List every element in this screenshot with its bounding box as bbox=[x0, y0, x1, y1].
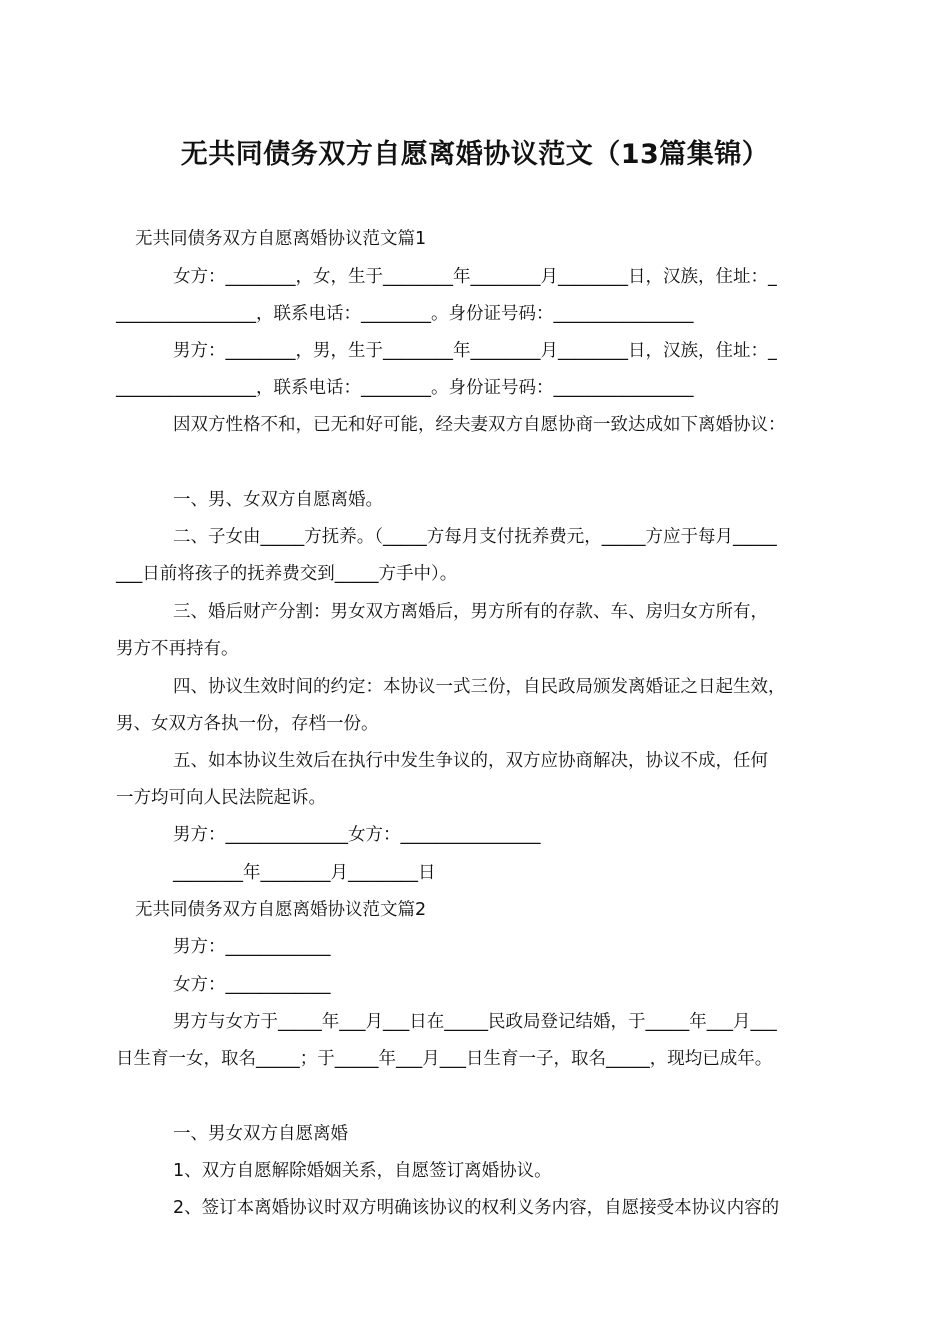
paragraph-line: 因双方性格不和，已无和好可能，经夫妻双方自愿协商一致达成如下离婚协议： bbox=[173, 415, 786, 435]
paragraph-line: 男方：____________ bbox=[173, 937, 331, 957]
paragraph-line: 1、双方自愿解除婚姻关系，自愿签订离婚协议。 bbox=[173, 1161, 552, 1181]
paragraph-line: ________________，联系电话：________。身份证号码：________________ bbox=[116, 378, 694, 398]
paragraph-line: 一方均可向人民法院起诉。 bbox=[116, 788, 326, 808]
section-heading: 无共同债务双方自愿离婚协议范文篇1 bbox=[135, 229, 427, 249]
paragraph-line: 女方：____________ bbox=[173, 975, 331, 995]
document-title: 无共同债务双方自愿离婚协议范文（13篇集锦） bbox=[180, 139, 770, 170]
paragraph-line: 2、签订本离婚协议时双方明确该协议的权利义务内容，自愿接受本协议内容的 bbox=[173, 1198, 780, 1218]
paragraph-line: ___日前将孩子的抚养费交到_____方手中）。 bbox=[116, 564, 458, 584]
paragraph-line: 女方：________，女，生于________年________月________日，汉族，住址：_ bbox=[173, 267, 777, 287]
paragraph-line: ________________，联系电话：________。身份证号码：________________ bbox=[116, 304, 694, 324]
paragraph-line: 三、婚后财产分割：男女双方离婚后，男方所有的存款、车、房归女方所有， bbox=[173, 602, 768, 622]
paragraph-line: 五、如本协议生效后在执行中发生争议的，双方应协商解决，协议不成，任何 bbox=[173, 751, 768, 771]
signature-line: 男方：______________女方：________________ bbox=[173, 825, 541, 845]
paragraph-line: 日生育一女，取名_____；于_____年___月___日生育一子，取名_____，现均已成年。 bbox=[116, 1049, 773, 1069]
section-heading: 无共同债务双方自愿离婚协议范文篇2 bbox=[135, 900, 427, 920]
clause-heading: 一、男、女双方自愿离婚。 bbox=[173, 490, 383, 510]
paragraph-line: 男、女双方各执一份，存档一份。 bbox=[116, 714, 379, 734]
paragraph-line: 男方不再持有。 bbox=[116, 639, 239, 659]
paragraph-line: 男方：________，男，生于________年________月________日，汉族，住址：_ bbox=[173, 341, 777, 361]
clause-heading: 一、男女双方自愿离婚 bbox=[173, 1124, 348, 1144]
paragraph-line: 四、协议生效时间的约定：本协议一式三份，自民政局颁发离婚证之日起生效， bbox=[173, 677, 786, 697]
date-line: ________年________月________日 bbox=[173, 863, 436, 883]
paragraph-line: 二、子女由_____方抚养。（_____方每月支付抚养费元，_____方应于每月_____ bbox=[173, 527, 777, 547]
paragraph-line: 男方与女方于_____年___月___日在_____民政局登记结婚，于_____年___月___ bbox=[173, 1012, 777, 1032]
